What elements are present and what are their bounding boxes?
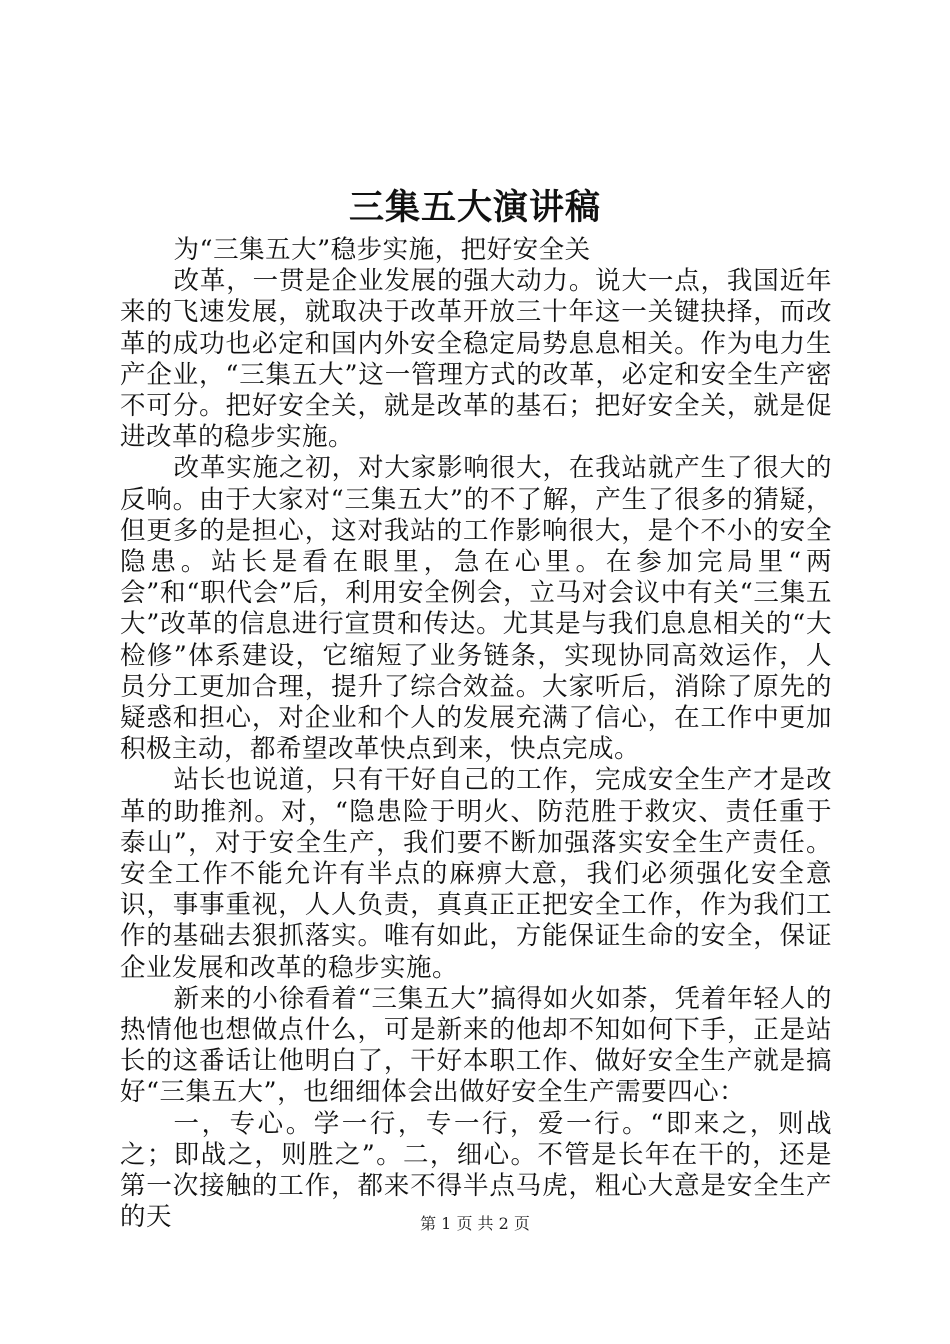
body-paragraph: 改革，一贯是企业发展的强大动力。说大一点，我国近年来的飞速发展，就取决于改革开放三十年这一关键抉择，而改革的成功也必定和国内外安全稳定局势息息相关。作为电力生产企业，“三集五大”这一管理方式的改革，必定和安全生产密不可分。把好安全关，就是改革的基石；把好安全关，就是促进改革的稳步实施。 — [120, 266, 832, 453]
body-paragraph: 改革实施之初，对大家影响很大，在我站就产生了很大的反响。由于大家对“三集五大”的不了解，产生了很多的猜疑，但更多的是担心，这对我站的工作影响很大，是个不小的安全隐患。站长是看在眼里，急在心里。在参加完局里“两会”和“职代会”后，利用安全例会，立马对会议中有关“三集五大”改革的信息进行宣贯和传达。尤其是与我们息息相关的“大检修”体系建设，它缩短了业务链条，实现协同高效运作，人员分工更加合理，提升了综合效益。大家听后，消除了原先的疑惑和担心，对企业和个人的发展充满了信心，在工作中更加积极主动，都希望改革快点到来，快点完成。 — [120, 453, 832, 765]
document-body — [120, 235, 832, 1234]
body-paragraph: 站长也说道，只有干好自己的工作，完成安全生产才是改革的助推剂。对，“隐患险于明火、防范胜于救灾、责任重于泰山”，对于安全生产，我们要不断加强落实安全生产责任。安全工作不能允许有半点的麻痹大意，我们必须强化安全意识，事事重视，人人负责，真真正正把安全工作，作为我们工作的基础去狠抓落实。唯有如此，方能保证生命的安全，保证企业发展和改革的稳步实施。 — [120, 765, 832, 983]
subtitle-paragraph: 为“三集五大”稳步实施，把好安全关 — [173, 235, 591, 265]
body-paragraph: 一，专心。学一行，专一行，爱一行。“即来之，则战之；即战之，则胜之”。二，细心。不管是长年在干的，还是第一次接触的工作，都来不得半点马虎，粗心大意是安全生产的天 — [120, 1108, 832, 1233]
document-title: 三集五大演讲稿 — [348, 187, 601, 228]
page-number-footer: 第 1 页 共 2 页 — [420, 1214, 530, 1233]
body-paragraph: 新来的小徐看着“三集五大”搞得如火如荼，凭着年轻人的热情他也想做点什么，可是新来的他却不知如何下手，正是站长的这番话让他明白了，干好本职工作、做好安全生产就是搞好“三集五大”，也细细体会出做好安全生产需要四心： — [120, 983, 832, 1108]
